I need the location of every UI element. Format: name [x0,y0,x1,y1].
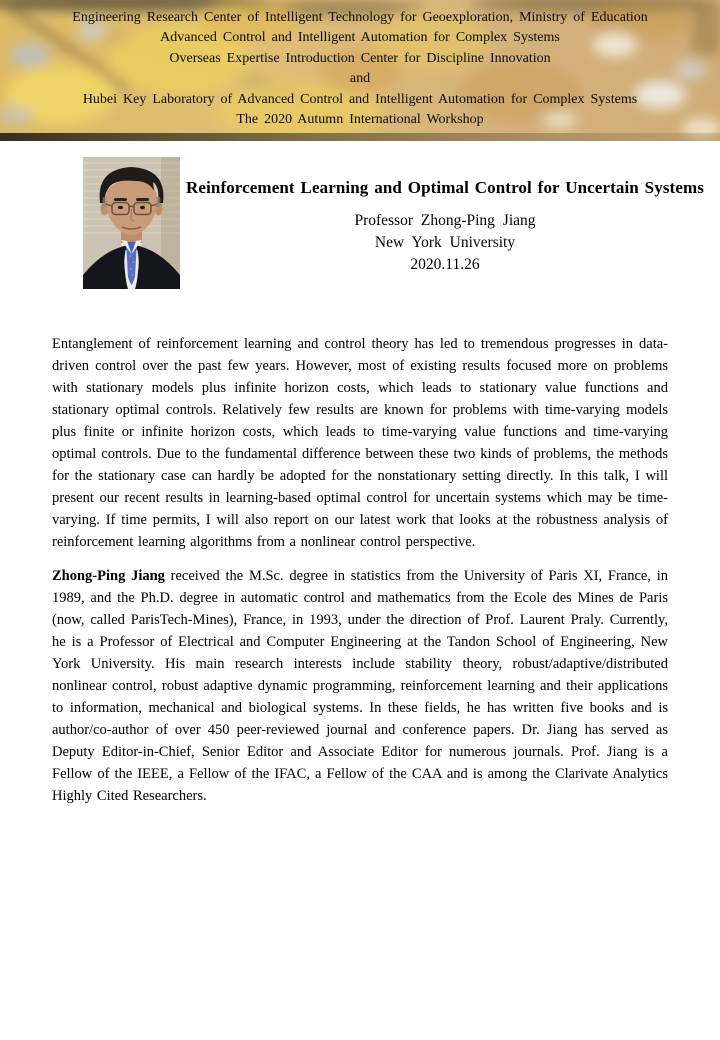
banner-text-block [0,0,720,130]
speaker-affiliation: New York University [374,234,516,251]
speaker-photo [83,157,180,289]
talk-header-section [0,157,720,289]
banner-line-1: Engineering Research Center of Intelligent Technology for Geoexploration, Ministry of Education [72,10,648,25]
workshop-banner [0,0,720,141]
banner-line-6: The 2020 Autumn International Workshop [236,112,484,128]
speaker-portrait-image [83,157,180,289]
banner-line-2: Advanced Control and Intelligent Automation for Complex Systems [160,30,560,46]
talk-date: 2020.11.26 [410,256,480,273]
bio-text: received the M.Sc. degree in statistics from the University of Paris XI, France, in 1989, and the Ph.D. degree in automatic control and mathematics from the Ecole des Mines de Paris (now, called ParisTech-Mines), France, in 1993, under the direction of Prof. Laurent Praly. Currently, he is a Professor of Electrical and Computer Engineering at the Tandon School of Engineering, New York University. His main research interests include stability theory, robust/adaptive/distributed nonlinear control, robust adaptive dynamic programming, reinforcement learning and their applications to information, mechanical and biological systems. In these fields, he has written five books and is author/co-author of over 450 peer-reviewed journal and conference papers. Dr. Jiang has served as Deputy Editor-in-Chief, Senior Editor and Associate Editor for numerous journals. Prof. Jiang is a Fellow of the IEEE, a Fellow of the IFAC, a Fellow of the CAA and is among the Clarivate Analytics Highly Cited Researchers. [52,568,669,804]
bio-speaker-name: Zhong-Ping Jiang [52,568,165,584]
banner-line-4: and [349,71,371,87]
talk-title: Reinforcement Learning and Optimal Control for Uncertain Systems [186,178,704,197]
talk-info-column [180,157,710,276]
bio-paragraph [52,565,668,807]
speaker-block [180,210,710,276]
abstract-paragraph: Entanglement of reinforcement learning and control theory has led to tremendous progresses in data-driven control over the past few years. However, most of existing results focused more on problems with stationary models plus infinite horizon costs, which leads to stationary value functions and stationary optimal controls. Relatively few results are known for problems with time-varying models plus finite or infinite horizon costs, which leads to time-varying value functions and time-varying optimal controls. Due to the fundamental difference between these two kinds of problems, the methods for the stationary case can hardly be adopted for the nonstationary setting directly. In this talk, I will present our recent results in learning-based optimal control for uncertain systems which may be time-varying. If time permits, I will also report on our latest work that looks at the robustness analysis of reinforcement learning algorithms from a nonlinear control perspective. [52,336,668,550]
speaker-name: Professor Zhong-Ping Jiang [354,212,536,229]
banner-line-3: Overseas Expertise Introduction Center for Discipline Innovation [169,50,551,66]
banner-line-5: Hubei Key Laboratory of Advanced Control and Intelligent Automation for Complex Systems [82,91,638,107]
